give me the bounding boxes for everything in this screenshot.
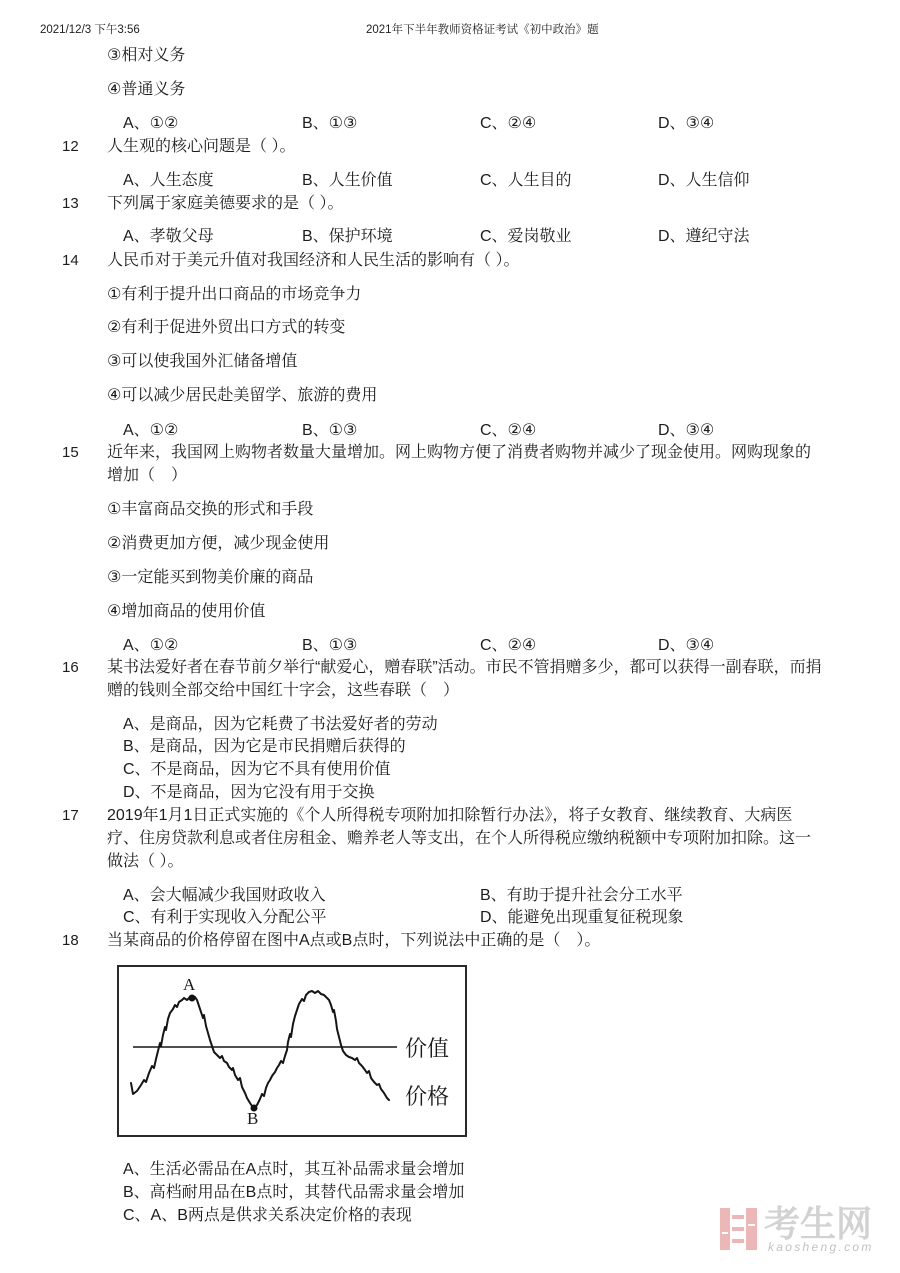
q18-option-c: C、A、B两点是供求关系决定价格的表现 <box>123 1207 412 1224</box>
q13-option-b: B、保护环境 <box>302 228 393 245</box>
q14-statement-3: ③可以使我国外汇储备增值 <box>107 353 298 370</box>
q15-stem-line-2: 增加（ ） <box>107 467 188 484</box>
point-a-label: A <box>183 975 196 994</box>
watermark-brand: 考生网 <box>764 1203 873 1244</box>
price-label: 价格 <box>405 1084 450 1109</box>
q15-option-c: C、②④ <box>480 637 537 654</box>
kaosheng-logo-icon <box>718 1206 760 1252</box>
q18-option-a: A、生活必需品在A点时，其互补品需求量会增加 <box>123 1161 465 1178</box>
q15-stem-line-1: 近年来，我国网上购物者数量大量增加。网上购物方便了消费者购物并减少了现金使用。网购现象的 <box>107 444 812 461</box>
print-datetime: 2021/12/3 下午3:56 <box>40 24 140 36</box>
q13-option-a: A、孝敬父母 <box>123 228 214 245</box>
q15-statement-1: ①丰富商品交换的形式和手段 <box>107 501 314 518</box>
point-b-label: B <box>247 1109 259 1128</box>
q16-option-c: C、不是商品，因为它不具有使用价值 <box>123 761 391 778</box>
q17-option-d: D、能避免出现重复征税现象 <box>480 909 684 926</box>
q16-number: 16 <box>62 659 79 676</box>
page-title: 2021年下半年教师资格证考试《初中政治》题 <box>366 24 599 36</box>
q12-option-b: B、人生价值 <box>302 172 393 189</box>
q13-option-c: C、爱岗敬业 <box>480 228 572 245</box>
q15-statement-2: ②消费更加方便，减少现金使用 <box>107 535 330 552</box>
price-value-diagram <box>117 965 468 1138</box>
value-label: 价值 <box>405 1036 450 1061</box>
q13-option-d: D、遵纪守法 <box>658 228 750 245</box>
q13-number: 13 <box>62 195 79 212</box>
q17-option-a: A、会大幅减少我国财政收入 <box>123 887 326 904</box>
q18-option-b: B、高档耐用品在B点时，其替代品需求量会增加 <box>123 1184 465 1201</box>
q14-option-b: B、①③ <box>302 422 358 439</box>
q17-stem-line-3: 做法（ ）。 <box>107 853 184 870</box>
q13-stem: 下列属于家庭美德要求的是（ ）。 <box>107 195 344 212</box>
q14-statement-2: ②有利于促进外贸出口方式的转变 <box>107 319 346 336</box>
q14-statement-4: ④可以减少居民赴美留学、旅游的费用 <box>107 387 378 404</box>
q17-number: 17 <box>62 807 79 824</box>
q11-option-a: A、①② <box>123 115 179 132</box>
q15-option-a: A、①② <box>123 637 179 654</box>
q17-option-c: C、有利于实现收入分配公平 <box>123 909 327 926</box>
q18-stem: 当某商品的价格停留在图中A点或B点时，下列说法中正确的是（ ）。 <box>107 932 601 949</box>
q15-option-d: D、③④ <box>658 637 715 654</box>
q12-number: 12 <box>62 138 79 155</box>
q16-option-b: B、是商品，因为它是市民捐赠后获得的 <box>123 738 406 755</box>
q17-stem-line-2: 疗、住房贷款利息或者住房租金、赡养老人等支出，在个人所得税应缴纳税额中专项附加扣除。这一 <box>107 830 812 847</box>
q15-statement-3: ③一定能买到物美价廉的商品 <box>107 569 314 586</box>
q18-number: 18 <box>62 932 79 949</box>
q14-number: 14 <box>62 252 79 269</box>
q12-option-d: D、人生信仰 <box>658 172 750 189</box>
q16-option-d: D、不是商品，因为它没有用于交换 <box>123 784 375 801</box>
point-a-dot <box>189 995 196 1002</box>
q12-stem: 人生观的核心问题是（ ）。 <box>107 138 296 155</box>
q17-option-b: B、有助于提升社会分工水平 <box>480 887 683 904</box>
q14-option-a: A、①② <box>123 422 179 439</box>
q14-option-d: D、③④ <box>658 422 715 439</box>
q15-number: 15 <box>62 444 79 461</box>
q12-option-c: C、人生目的 <box>480 172 572 189</box>
q17-stem-line-1: 2019年1月1日正式实施的《个人所得税专项附加扣除暂行办法》，将子女教育、继续教育、大病医 <box>107 807 793 824</box>
q11-option-d: D、③④ <box>658 115 715 132</box>
q14-statement-1: ①有利于提升出口商品的市场竞争力 <box>107 286 362 303</box>
q14-option-c: C、②④ <box>480 422 537 439</box>
q11-option-b: B、①③ <box>302 115 358 132</box>
q11-option-c: C、②④ <box>480 115 537 132</box>
q14-stem: 人民币对于美元升值对我国经济和人民生活的影响有（ ）。 <box>107 252 520 269</box>
q15-statement-4: ④增加商品的使用价值 <box>107 603 266 620</box>
q15-option-b: B、①③ <box>302 637 358 654</box>
q12-option-a: A、人生态度 <box>123 172 214 189</box>
q16-stem-line-2: 赠的钱则全部交给中国红十字会，这些春联（ ） <box>107 682 460 699</box>
q11-statement-4: ④普通义务 <box>107 81 186 98</box>
q16-stem-line-1: 某书法爱好者在春节前夕举行“献爱心，赠春联”活动。市民不管捐赠多少，都可以获得一副春联，而捐 <box>107 659 822 676</box>
q11-statement-3: ③相对义务 <box>107 47 186 64</box>
q16-option-a: A、是商品，因为它耗费了书法爱好者的劳动 <box>123 716 438 733</box>
watermark-domain: kaosheng.com <box>768 1240 874 1254</box>
